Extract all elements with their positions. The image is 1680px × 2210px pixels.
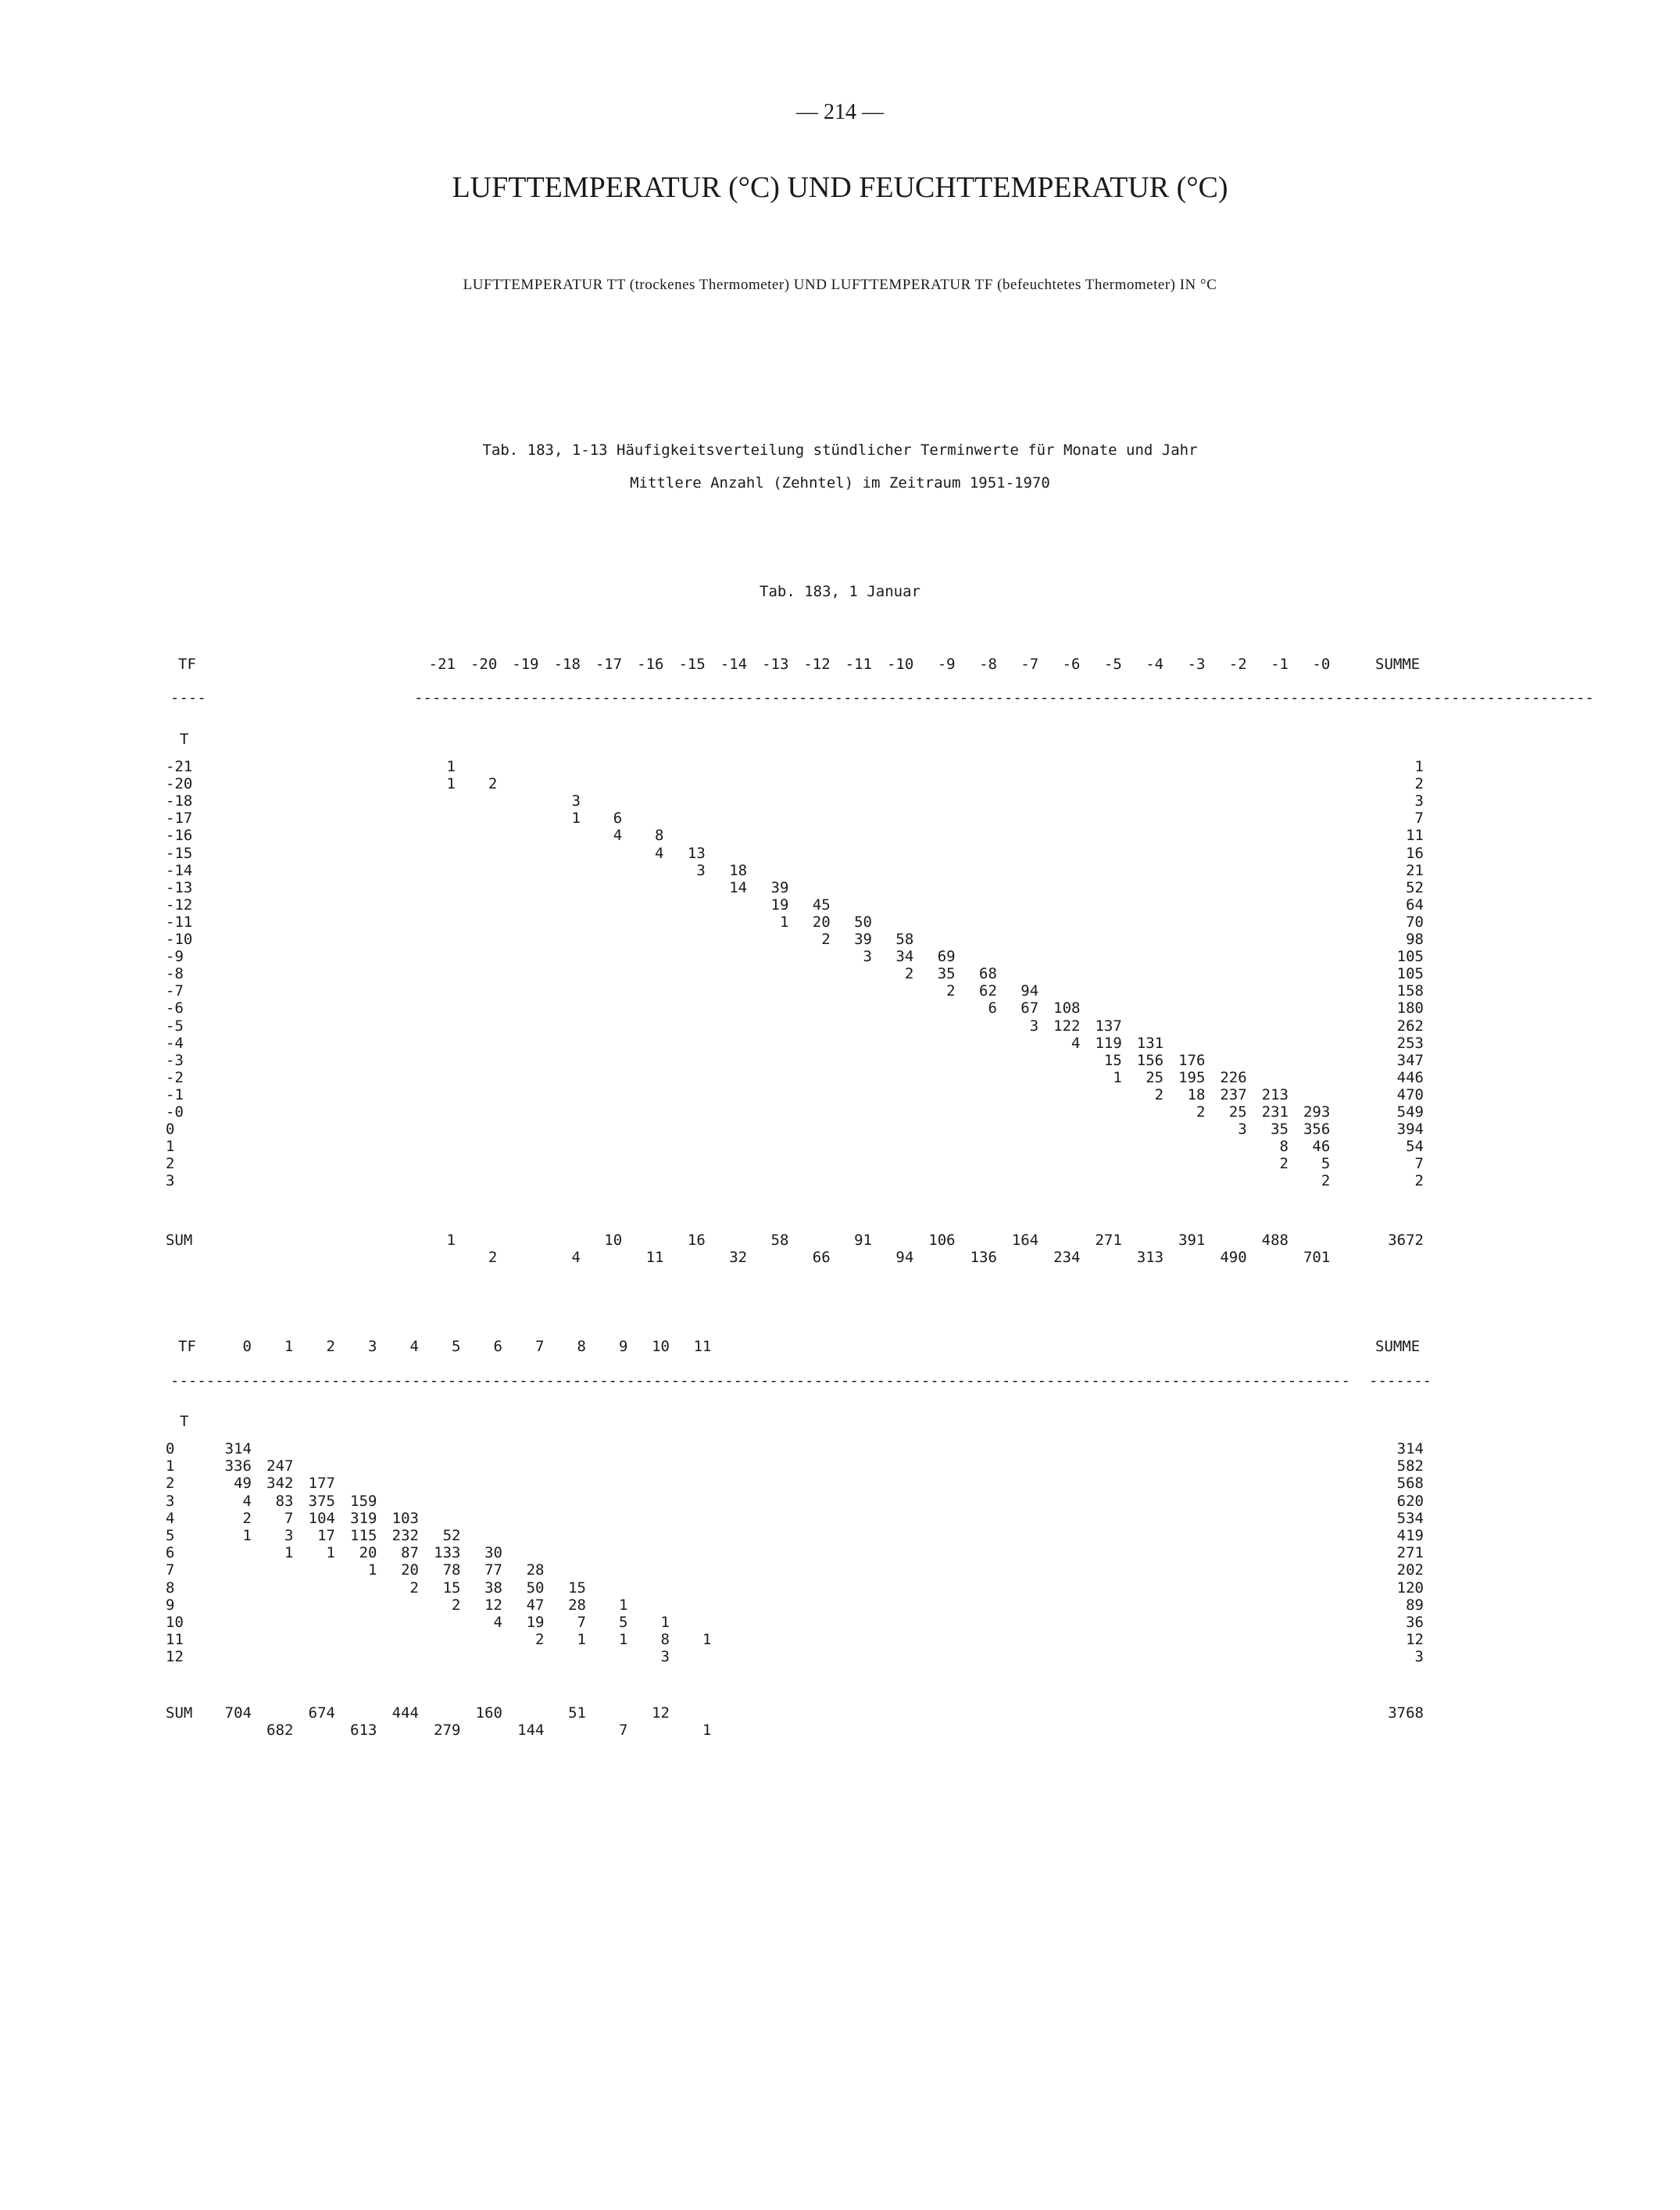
column-sum: 701 — [1303, 1249, 1331, 1266]
table-cell: 13 — [687, 844, 706, 862]
table-cell: 49 — [234, 1475, 252, 1493]
column-sum: 136 — [970, 1249, 997, 1266]
row-label: 0 — [166, 1121, 175, 1139]
row-label: -18 — [166, 792, 193, 810]
table-cell: 4 — [242, 1492, 252, 1510]
table-cell: 2 — [1154, 1085, 1164, 1103]
column-header: 9 — [619, 1338, 628, 1355]
column-header: 5 — [452, 1338, 461, 1355]
table-cell: 293 — [1303, 1103, 1331, 1121]
column-sum: 144 — [517, 1722, 545, 1739]
table-series-subtitle: Mittlere Anzahl (Zehntel) im Zeitraum 1951-1970 — [630, 474, 1050, 492]
table-cell: 2 — [1196, 1103, 1206, 1121]
table-cell: 50 — [854, 913, 872, 931]
column-header: 8 — [577, 1338, 586, 1355]
table-cell: 68 — [979, 965, 997, 983]
row-summe: 105 — [1396, 948, 1424, 966]
table-cell: 1 — [619, 1631, 628, 1649]
row-label: 6 — [166, 1544, 175, 1562]
table1-long-divider: ------------------------------------------------------------------------------------------------------------------------------------ — [414, 689, 1594, 706]
table-heading: Tab. 183, 1 Januar — [760, 583, 920, 600]
column-sum: 682 — [266, 1722, 294, 1739]
row-summe: 271 — [1396, 1544, 1424, 1562]
row-label: 4 — [166, 1509, 175, 1527]
table-cell: 4 — [613, 827, 623, 845]
column-header: -15 — [678, 656, 706, 673]
column-header: -6 — [1062, 656, 1081, 673]
row-summe: 21 — [1406, 861, 1424, 879]
row-summe: 202 — [1396, 1561, 1424, 1579]
table-cell: 19 — [526, 1614, 545, 1631]
column-sum: 12 — [652, 1704, 670, 1722]
column-header: 1 — [284, 1338, 294, 1355]
table-cell: 137 — [1095, 1017, 1122, 1035]
row-label: -10 — [166, 931, 193, 948]
column-header: -5 — [1103, 656, 1122, 673]
table-cell: 20 — [359, 1544, 377, 1562]
row-label: -16 — [166, 827, 193, 845]
column-sum: 16 — [687, 1232, 706, 1249]
page-title: LUFTTEMPERATUR (°C) UND FEUCHTTEMPERATUR (°C) — [452, 171, 1228, 204]
column-header: -1 — [1271, 656, 1289, 673]
table1-tf-label: TF — [178, 656, 196, 673]
column-header: -9 — [937, 656, 956, 673]
table-cell: 20 — [812, 913, 831, 931]
row-label: 8 — [166, 1579, 175, 1597]
table-cell: 232 — [391, 1527, 419, 1544]
table-cell: 6 — [613, 810, 623, 828]
row-label: 10 — [166, 1614, 184, 1631]
table1-summe-label: SUMME — [1375, 656, 1421, 673]
row-label: -1 — [166, 1085, 184, 1103]
column-sum: 444 — [391, 1704, 419, 1722]
table-cell: 28 — [526, 1561, 545, 1579]
row-summe: 70 — [1406, 913, 1424, 931]
row-label: -11 — [166, 913, 193, 931]
table-cell: 342 — [266, 1475, 294, 1493]
row-summe: 16 — [1406, 844, 1424, 862]
column-sum: 2 — [488, 1249, 498, 1266]
table-cell: 1 — [242, 1527, 252, 1544]
table-cell: 77 — [484, 1561, 502, 1579]
page-number: — 214 — — [796, 100, 884, 124]
column-sum: 7 — [619, 1722, 628, 1739]
row-label: -4 — [166, 1034, 184, 1052]
table-cell: 62 — [979, 982, 997, 1000]
table-cell: 15 — [442, 1579, 461, 1597]
column-sum: 32 — [729, 1249, 748, 1266]
column-header: 10 — [652, 1338, 670, 1355]
table-cell: 18 — [729, 861, 748, 879]
table-cell: 19 — [770, 896, 789, 914]
column-sum: 704 — [224, 1704, 252, 1722]
column-sum: 91 — [854, 1232, 872, 1249]
row-label: -3 — [166, 1051, 184, 1069]
table-cell: 28 — [568, 1596, 586, 1614]
row-summe: 582 — [1396, 1457, 1424, 1475]
table2-summe-divider: ------- — [1369, 1372, 1432, 1389]
table-cell: 3 — [863, 948, 872, 966]
row-label: 1 — [166, 1138, 175, 1156]
table-cell: 103 — [391, 1509, 419, 1527]
table-cell: 6 — [988, 1000, 997, 1017]
table-cell: 1 — [619, 1596, 628, 1614]
table-cell: 67 — [1021, 1000, 1039, 1017]
column-sum: 279 — [434, 1722, 461, 1739]
column-sum: 234 — [1053, 1249, 1081, 1266]
row-label: 3 — [166, 1492, 175, 1510]
table-cell: 133 — [434, 1544, 461, 1562]
column-sum: 490 — [1220, 1249, 1247, 1266]
column-sum: 51 — [568, 1704, 586, 1722]
table-cell: 58 — [895, 931, 914, 948]
table-cell: 34 — [895, 948, 914, 966]
row-label: 7 — [166, 1561, 175, 1579]
row-summe: 2 — [1414, 1172, 1424, 1190]
table-cell: 1 — [779, 913, 789, 931]
table-cell: 8 — [1279, 1138, 1289, 1156]
column-header: -12 — [803, 656, 831, 673]
table-cell: 2 — [904, 965, 914, 983]
row-label: 2 — [166, 1475, 175, 1493]
column-header: -8 — [979, 656, 997, 673]
row-summe: 620 — [1396, 1492, 1424, 1510]
table1-short-divider: ---- — [170, 689, 206, 706]
table-cell: 247 — [266, 1457, 294, 1475]
column-sum: 1 — [702, 1722, 712, 1739]
table-cell: 2 — [488, 775, 498, 793]
column-sum: 160 — [475, 1704, 502, 1722]
row-summe: 105 — [1396, 965, 1424, 983]
grand-total: 3672 — [1388, 1232, 1424, 1249]
table-cell: 7 — [284, 1509, 294, 1527]
row-summe: 3 — [1414, 792, 1424, 810]
table-cell: 94 — [1021, 982, 1039, 1000]
column-sum: 11 — [645, 1249, 664, 1266]
table-cell: 2 — [821, 931, 831, 948]
row-summe: 549 — [1396, 1103, 1424, 1121]
row-summe: 3 — [1414, 1648, 1424, 1666]
table-cell: 226 — [1220, 1068, 1247, 1086]
table-cell: 2 — [452, 1596, 461, 1614]
table-cell: 3 — [696, 861, 706, 879]
row-label: 12 — [166, 1648, 184, 1666]
table-cell: 2 — [1321, 1172, 1331, 1190]
table-cell: 45 — [812, 896, 831, 914]
table-cell: 2 — [1279, 1155, 1289, 1173]
row-summe: 568 — [1396, 1475, 1424, 1493]
page-subtitle: LUFTTEMPERATUR TT (trockenes Thermometer) UND LUFTTEMPERATUR TF (befeuchtetes Thermometer) IN °C — [463, 277, 1217, 293]
row-summe: 7 — [1414, 1155, 1424, 1173]
column-header: -19 — [512, 656, 539, 673]
table-cell: 1 — [660, 1614, 670, 1631]
table-cell: 3 — [660, 1648, 670, 1666]
table-cell: 69 — [937, 948, 956, 966]
table-cell: 177 — [308, 1475, 335, 1493]
row-summe: 52 — [1406, 878, 1424, 896]
column-header: 7 — [535, 1338, 545, 1355]
column-sum: 1 — [446, 1232, 456, 1249]
table-cell: 8 — [660, 1631, 670, 1649]
row-label: -20 — [166, 775, 193, 793]
table-cell: 1 — [571, 810, 581, 828]
table-cell: 4 — [655, 844, 664, 862]
table-cell: 108 — [1053, 1000, 1081, 1017]
row-summe: 54 — [1406, 1138, 1424, 1156]
table-cell: 119 — [1095, 1034, 1122, 1052]
column-header: -21 — [428, 656, 456, 673]
table-cell: 159 — [350, 1492, 377, 1510]
table-cell: 3 — [284, 1527, 294, 1544]
table-cell: 4 — [1071, 1034, 1081, 1052]
column-sum: 164 — [1011, 1232, 1039, 1249]
table-cell: 35 — [937, 965, 956, 983]
row-summe: 158 — [1396, 982, 1424, 1000]
grand-total: 3768 — [1388, 1704, 1424, 1722]
table-cell: 8 — [655, 827, 664, 845]
table2-long-divider: ------------------------------------------------------------------------------------------------------------------------------------ — [170, 1372, 1350, 1389]
table-cell: 3 — [571, 792, 581, 810]
row-summe: 98 — [1406, 931, 1424, 948]
row-label: -13 — [166, 878, 193, 896]
table-cell: 1 — [368, 1561, 377, 1579]
row-label: -17 — [166, 810, 193, 828]
row-label: 5 — [166, 1527, 175, 1544]
row-label: 0 — [166, 1440, 175, 1457]
table-cell: 2 — [946, 982, 956, 1000]
column-header: -17 — [595, 656, 623, 673]
row-summe: 419 — [1396, 1527, 1424, 1544]
column-header: 2 — [326, 1338, 335, 1355]
row-label: -7 — [166, 982, 184, 1000]
table2-summe-label: SUMME — [1375, 1338, 1421, 1355]
row-summe: 470 — [1396, 1085, 1424, 1103]
table-cell: 3 — [1029, 1017, 1039, 1035]
column-header: 6 — [493, 1338, 502, 1355]
table-cell: 104 — [308, 1509, 335, 1527]
table-cell: 17 — [317, 1527, 335, 1544]
table-cell: 176 — [1178, 1051, 1206, 1069]
row-summe: 534 — [1396, 1509, 1424, 1527]
row-summe: 262 — [1396, 1017, 1424, 1035]
table-cell: 1 — [446, 758, 456, 775]
row-label: 9 — [166, 1596, 175, 1614]
table-cell: 2 — [409, 1579, 419, 1597]
row-summe: 1 — [1414, 758, 1424, 775]
table-cell: 78 — [442, 1561, 461, 1579]
table-cell: 20 — [401, 1561, 419, 1579]
column-sum: 10 — [604, 1232, 623, 1249]
column-sum: 391 — [1178, 1232, 1206, 1249]
row-summe: 394 — [1396, 1121, 1424, 1139]
table2-sum-label: SUM — [166, 1704, 193, 1722]
table-cell: 35 — [1271, 1121, 1289, 1139]
table-cell: 38 — [484, 1579, 502, 1597]
column-header: -13 — [762, 656, 789, 673]
column-sum: 106 — [928, 1232, 956, 1249]
column-header: -20 — [470, 656, 498, 673]
row-label: -14 — [166, 861, 193, 879]
table-cell: 2 — [535, 1631, 545, 1649]
table-cell: 15 — [1103, 1051, 1122, 1069]
row-summe: 120 — [1396, 1579, 1424, 1597]
table1-t-label: T — [180, 731, 189, 748]
table-cell: 131 — [1136, 1034, 1164, 1052]
column-header: -2 — [1228, 656, 1247, 673]
row-summe: 314 — [1396, 1440, 1424, 1457]
table-cell: 195 — [1178, 1068, 1206, 1086]
table-cell: 14 — [729, 878, 748, 896]
row-summe: 64 — [1406, 896, 1424, 914]
row-summe: 446 — [1396, 1068, 1424, 1086]
table-cell: 1 — [326, 1544, 335, 1562]
table-cell: 314 — [224, 1440, 252, 1457]
column-header: -16 — [637, 656, 664, 673]
table-series-title: Tab. 183, 1-13 Häufigkeitsverteilung stündlicher Terminwerte für Monate und Jahr — [482, 442, 1198, 459]
row-label: 11 — [166, 1631, 184, 1649]
table-cell: 1 — [446, 775, 456, 793]
table-cell: 1 — [284, 1544, 294, 1562]
table-cell: 47 — [526, 1596, 545, 1614]
row-summe: 89 — [1406, 1596, 1424, 1614]
column-header: 3 — [368, 1338, 377, 1355]
table-cell: 25 — [1146, 1068, 1164, 1086]
table-cell: 1 — [1113, 1068, 1122, 1086]
table-cell: 319 — [350, 1509, 377, 1527]
column-header: 11 — [693, 1338, 712, 1355]
row-label: -2 — [166, 1068, 184, 1086]
row-summe: 347 — [1396, 1051, 1424, 1069]
row-summe: 2 — [1414, 775, 1424, 793]
table-cell: 213 — [1261, 1085, 1289, 1103]
row-summe: 36 — [1406, 1614, 1424, 1631]
column-sum: 613 — [350, 1722, 377, 1739]
row-summe: 12 — [1406, 1631, 1424, 1649]
table-cell: 356 — [1303, 1121, 1331, 1139]
table-cell: 115 — [350, 1527, 377, 1544]
row-label: 3 — [166, 1172, 175, 1190]
table2-t-label: T — [180, 1413, 189, 1430]
table-cell: 5 — [1321, 1155, 1331, 1173]
column-header: -4 — [1146, 656, 1164, 673]
column-sum: 94 — [895, 1249, 914, 1266]
table-cell: 12 — [484, 1596, 502, 1614]
column-header: -10 — [886, 656, 914, 673]
column-sum: 271 — [1095, 1232, 1122, 1249]
table-cell: 336 — [224, 1457, 252, 1475]
table-cell: 39 — [854, 931, 872, 948]
table-cell: 25 — [1228, 1103, 1247, 1121]
row-summe: 7 — [1414, 810, 1424, 828]
table-cell: 52 — [442, 1527, 461, 1544]
table-cell: 231 — [1261, 1103, 1289, 1121]
table-cell: 156 — [1136, 1051, 1164, 1069]
table-cell: 4 — [493, 1614, 502, 1631]
table-cell: 83 — [275, 1492, 294, 1510]
column-sum: 674 — [308, 1704, 335, 1722]
column-header: -3 — [1187, 656, 1206, 673]
table-cell: 50 — [526, 1579, 545, 1597]
table-cell: 375 — [308, 1492, 335, 1510]
row-label: -8 — [166, 965, 184, 983]
row-summe: 180 — [1396, 1000, 1424, 1017]
row-label: -12 — [166, 896, 193, 914]
row-label: -0 — [166, 1103, 184, 1121]
table-cell: 30 — [484, 1544, 502, 1562]
column-sum: 4 — [571, 1249, 581, 1266]
column-header: -14 — [720, 656, 748, 673]
row-label: -5 — [166, 1017, 184, 1035]
table-cell: 1 — [577, 1631, 586, 1649]
table1-sum-label: SUM — [166, 1232, 193, 1249]
table-cell: 5 — [619, 1614, 628, 1631]
row-label: 2 — [166, 1155, 175, 1173]
column-header: -0 — [1312, 656, 1331, 673]
table-cell: 39 — [770, 878, 789, 896]
table2-tf-label: TF — [178, 1338, 196, 1355]
row-label: -9 — [166, 948, 184, 966]
table-cell: 18 — [1187, 1085, 1206, 1103]
column-sum: 66 — [812, 1249, 831, 1266]
table-cell: 2 — [242, 1509, 252, 1527]
row-label: -15 — [166, 844, 193, 862]
column-header: -18 — [553, 656, 581, 673]
row-label: -21 — [166, 758, 193, 775]
row-summe: 11 — [1406, 827, 1424, 845]
column-sum: 313 — [1136, 1249, 1164, 1266]
table-cell: 122 — [1053, 1017, 1081, 1035]
column-header: 4 — [409, 1338, 419, 1355]
column-sum: 58 — [770, 1232, 789, 1249]
table-cell: 237 — [1220, 1085, 1247, 1103]
table-cell: 3 — [1238, 1121, 1247, 1139]
row-label: -6 — [166, 1000, 184, 1017]
row-summe: 253 — [1396, 1034, 1424, 1052]
column-header: -7 — [1021, 656, 1039, 673]
column-sum: 488 — [1261, 1232, 1289, 1249]
table-cell: 7 — [577, 1614, 586, 1631]
table-cell: 87 — [401, 1544, 419, 1562]
table-cell: 1 — [702, 1631, 712, 1649]
table-cell: 15 — [568, 1579, 586, 1597]
row-label: 1 — [166, 1457, 175, 1475]
column-header: -11 — [845, 656, 872, 673]
table-cell: 46 — [1312, 1138, 1331, 1156]
column-header: 0 — [242, 1338, 252, 1355]
